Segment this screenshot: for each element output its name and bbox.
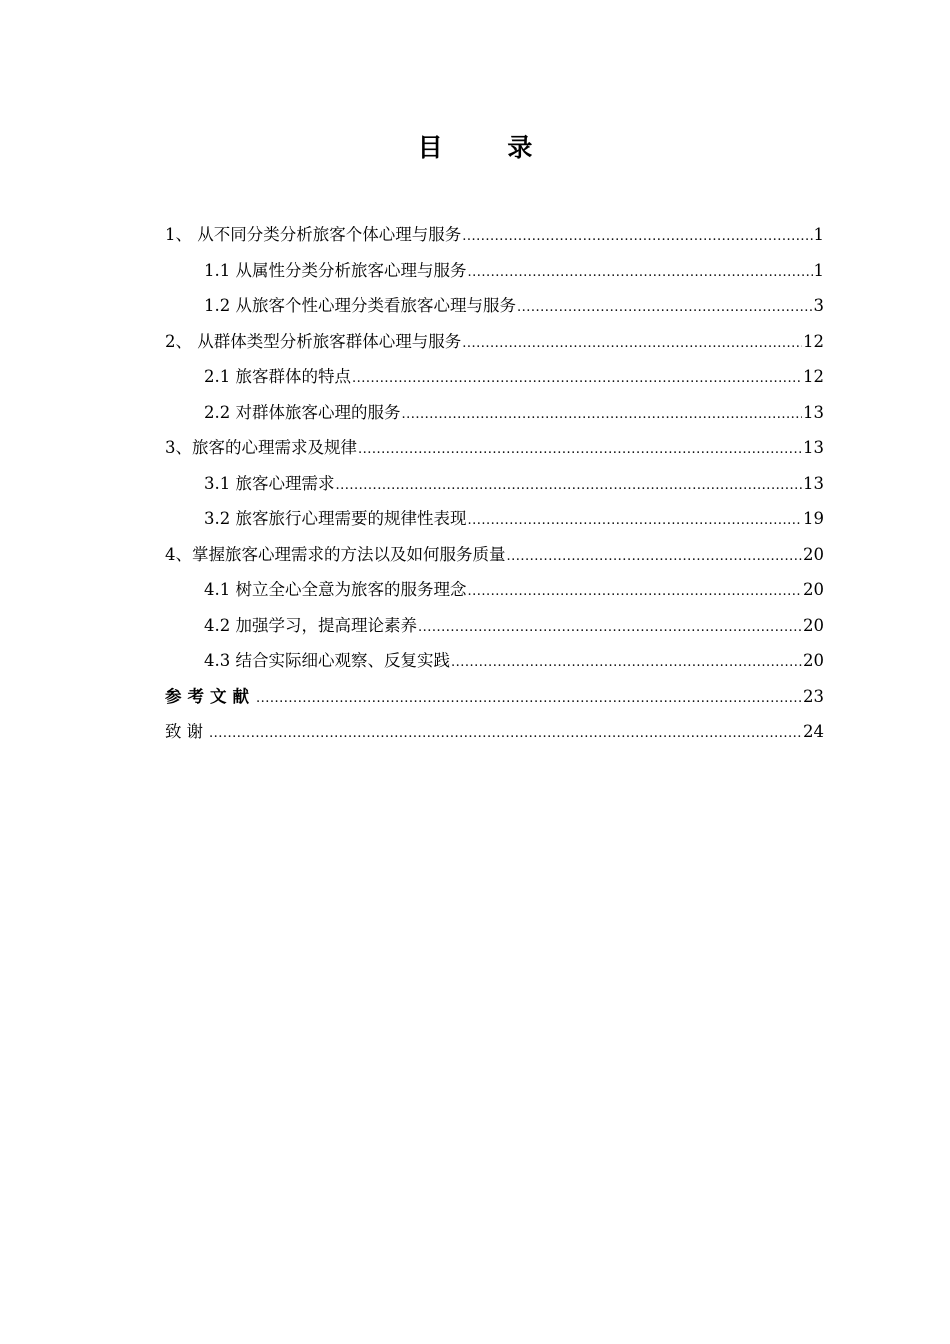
toc-entry-label: 1.2 从旅客个性心理分类看旅客心理与服务	[204, 296, 516, 315]
toc-entry-label: 致谢	[165, 722, 208, 741]
toc-entry-4-1[interactable]	[165, 572, 824, 608]
toc-dot-leader	[468, 503, 803, 539]
toc-page-number: 3	[813, 296, 824, 315]
toc-page-number: 20	[803, 651, 824, 670]
toc-entry-label: 4、掌握旅客心理需求的方法以及如何服务质量	[165, 544, 506, 564]
toc-entry-2-2[interactable]	[165, 395, 824, 431]
toc-entry-label: 3、旅客的心理需求及规律	[165, 438, 357, 457]
toc-dot-leader	[418, 610, 802, 646]
toc-page-number: 12	[803, 367, 824, 386]
toc-page-number: 20	[803, 544, 824, 564]
toc-page-number: 13	[803, 402, 824, 422]
toc-page-number: 23	[803, 686, 824, 706]
toc-page-number: 1	[813, 225, 824, 244]
toc-entry-3-1[interactable]	[165, 466, 824, 502]
toc-entry-2-1[interactable]	[165, 359, 824, 395]
toc-entry-1[interactable]	[165, 217, 824, 253]
toc-dot-leader	[462, 326, 802, 362]
toc-dot-leader	[336, 468, 803, 504]
toc-entry-1-2[interactable]	[165, 288, 824, 324]
toc-dot-leader	[209, 716, 802, 752]
toc-entry-label: 1.1 从属性分类分析旅客心理与服务	[204, 260, 467, 280]
toc-entry-label: 2、 从群体类型分析旅客群体心理与服务	[165, 331, 462, 351]
toc-entry-label: 3.2 旅客旅行心理需要的规律性表现	[204, 509, 467, 528]
toc-dot-leader	[256, 681, 802, 717]
toc-entry-3-2[interactable]	[165, 501, 824, 537]
toc-entry-label: 4.1 树立全心全意为旅客的服务理念	[204, 580, 467, 599]
toc-page-number: 19	[803, 509, 824, 528]
toc-dot-leader	[468, 574, 803, 610]
toc-entry-label: 4.2 加强学习，提高理论素养	[204, 615, 417, 635]
toc-entry-1-1[interactable]	[165, 253, 824, 289]
toc-entry-4-3[interactable]	[165, 643, 824, 679]
toc-entry-2[interactable]	[165, 324, 824, 360]
toc-page-number: 20	[803, 615, 824, 635]
toc-dot-leader	[468, 255, 813, 291]
toc-dot-leader	[462, 219, 812, 255]
toc-entry-4-2[interactable]	[165, 608, 824, 644]
toc-entry-label: 4.3 结合实际细心观察、反复实践	[204, 651, 450, 670]
toc-page-number: 24	[803, 722, 824, 741]
toc-dot-leader	[352, 361, 802, 397]
toc-dot-leader	[402, 397, 803, 433]
toc-entry-label: 参考文献	[165, 686, 255, 706]
table-of-contents	[165, 217, 824, 750]
toc-page-number: 13	[803, 473, 824, 493]
toc-page-number: 12	[803, 331, 824, 351]
toc-entry-label: 2.2 对群体旅客心理的服务	[204, 402, 401, 422]
toc-page-number: 20	[803, 580, 824, 599]
toc-entry-references[interactable]	[165, 679, 824, 715]
toc-entry-label: 1、 从不同分类分析旅客个体心理与服务	[165, 225, 462, 244]
toc-page-number: 1	[813, 260, 824, 280]
toc-dot-leader	[358, 432, 802, 468]
toc-entry-acknowledgements[interactable]	[165, 714, 824, 750]
toc-entry-4[interactable]	[165, 537, 824, 573]
toc-title: 目 录	[417, 133, 561, 162]
toc-entry-label: 3.1 旅客心理需求	[204, 473, 335, 493]
toc-dot-leader	[451, 645, 802, 681]
toc-entry-label: 2.1 旅客群体的特点	[204, 367, 351, 386]
toc-dot-leader	[517, 290, 813, 326]
toc-page-number: 13	[803, 438, 824, 457]
toc-entry-3[interactable]	[165, 430, 824, 466]
toc-dot-leader	[507, 539, 803, 575]
